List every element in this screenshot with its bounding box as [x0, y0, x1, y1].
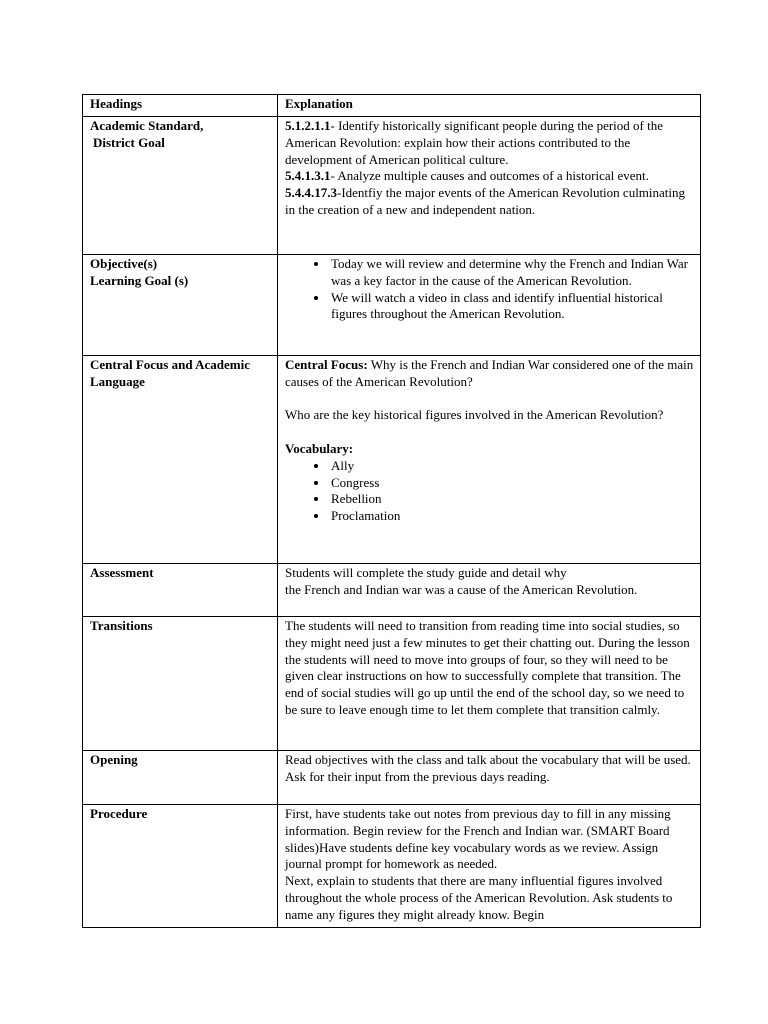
vocabulary-item: • Proclamation	[329, 508, 694, 525]
opening-row	[83, 751, 701, 805]
central-focus-question2: Who are the key historical figures involved in the American Revolution?	[285, 407, 664, 423]
standard-code: 5.4.1.3.1	[285, 168, 331, 184]
assessment-row	[83, 564, 701, 617]
objective-item: • We will watch a video in class and identify influential historical figures throughout the American Revolution.	[329, 290, 694, 324]
standards-heading-line1: Academic Standard,	[90, 118, 204, 133]
central-focus-label: Central Focus:	[285, 357, 368, 372]
central-focus-row	[83, 356, 701, 564]
procedure-explanation	[278, 805, 701, 928]
transitions-explanation: The students will need to transition from reading time into social studies, so they might need just a few minutes to get their chatting out. During the lesson the students will need to move into groups of four, so they will need to be given clear instructions on how to successfully complete that transition. The end of social studies will go up until the end of the school day, so we need to be sure to leave enough time to let them complete that transition calmly.	[278, 617, 701, 751]
transitions-row	[83, 617, 701, 751]
objectives-heading	[83, 255, 278, 356]
objectives-heading-line2: Learning Goal (s)	[90, 272, 189, 288]
procedure-row	[83, 805, 701, 928]
procedure-heading: Procedure	[83, 805, 278, 928]
standard-item	[285, 118, 694, 168]
standards-explanation	[278, 117, 701, 255]
vocabulary-label: Vocabulary:	[285, 440, 354, 456]
transitions-heading: Transitions	[83, 617, 278, 751]
standard-code: 5.4.4.17.3	[285, 185, 337, 201]
header-headings: Headings	[83, 95, 278, 117]
assessment-explanation	[278, 564, 701, 617]
assessment-line1: Students will complete the study guide and detail why	[285, 565, 567, 580]
standards-row	[83, 117, 701, 255]
vocabulary-list	[285, 458, 694, 525]
standard-item	[285, 185, 694, 219]
header-explanation: Explanation	[278, 95, 701, 117]
standards-heading	[83, 117, 278, 255]
vocabulary-item: • Congress	[329, 475, 694, 492]
vocabulary-item: • Rebellion	[329, 491, 694, 508]
standard-item	[285, 168, 694, 185]
central-focus-question	[285, 357, 694, 391]
objective-item: • Today we will review and determine why the French and Indian War was a key factor in the cause of the American Revolution.	[329, 256, 694, 290]
standard-text: - Analyze multiple causes and outcomes of a historical event.	[330, 168, 649, 184]
standard-text: - Identify historically significant people during the period of the American Revolution: explain how their actions contributed to the development of American political culture.	[285, 118, 663, 167]
objectives-explanation	[278, 255, 701, 356]
objectives-row	[83, 255, 701, 356]
assessment-heading: Assessment	[83, 564, 278, 617]
header-row	[83, 95, 701, 117]
procedure-paragraph2: Next, explain to students that there are many influential figures involved throughout the whole process of the American Revolution. Ask students to name any figures they might already know. Begin	[285, 873, 673, 922]
central-focus-question1: Why is the French and Indian War considered one of the main causes of the American Revolution?	[285, 357, 694, 389]
objectives-heading-line1: Objective(s)	[90, 256, 158, 271]
central-focus-explanation	[278, 356, 701, 564]
central-focus-heading: Central Focus and Academic Language	[83, 356, 278, 564]
lesson-plan-table	[82, 94, 701, 928]
standards-heading-line2: District Goal	[93, 134, 165, 150]
opening-explanation: Read objectives with the class and talk about the vocabulary that will be used. Ask for their input from the previous days reading.	[278, 751, 701, 805]
procedure-paragraph1: First, have students take out notes from previous day to fill in any missing information. Begin review for the French and Indian war. (SMART Board slides)Have students define key vocabulary words as we review. Assign journal prompt for homework as needed.	[285, 806, 671, 872]
opening-heading: Opening	[83, 751, 278, 805]
standard-text: -Identfiy the major events of the American Revolution culminating in the creation of a new and independent nation.	[285, 185, 686, 217]
objectives-list	[285, 256, 694, 323]
standard-code: 5.1.2.1.1	[285, 118, 331, 133]
vocabulary-item: • Ally	[329, 458, 694, 475]
assessment-line2: the French and Indian war was a cause of the American Revolution.	[285, 581, 638, 597]
